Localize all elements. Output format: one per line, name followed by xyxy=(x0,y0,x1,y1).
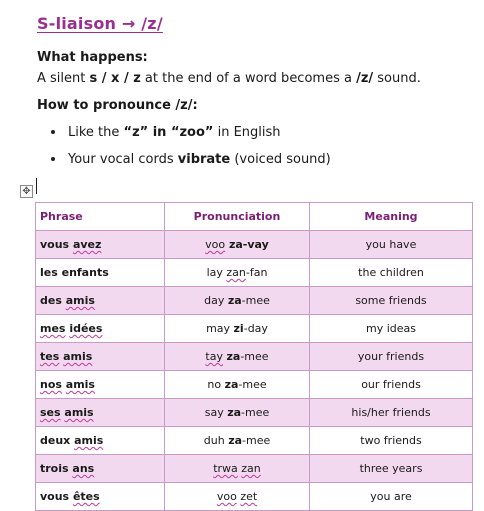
meaning-cell: his/her friends xyxy=(310,399,473,427)
text-run: duh xyxy=(203,434,229,447)
phrase-cell xyxy=(36,483,165,511)
phrase-cell xyxy=(36,427,165,455)
table-row xyxy=(36,343,473,371)
what-happens-heading: What happens: xyxy=(37,50,148,65)
text-run: lay xyxy=(206,266,227,279)
pronunciation-cell xyxy=(165,427,310,455)
bold-syllable: za-vay xyxy=(225,238,269,251)
table-row xyxy=(36,287,473,315)
pronunciation-cell xyxy=(165,315,310,343)
table-row xyxy=(36,483,473,511)
meaning-cell: you have xyxy=(310,231,473,259)
text-run: les enfants xyxy=(40,266,109,279)
squiggle-word: nos xyxy=(40,378,62,391)
bold-run: “z” in “zoo” xyxy=(123,125,214,140)
bold-syllable: zi xyxy=(233,322,244,335)
bold-run: vibrate xyxy=(177,152,231,167)
text-run: vous xyxy=(40,490,73,503)
table-row xyxy=(36,231,473,259)
letters-s-x-z: s / x / z xyxy=(89,71,141,86)
text-run: A silent xyxy=(37,71,90,86)
bullet-dot xyxy=(51,157,55,161)
squiggle-word: mes xyxy=(40,322,66,335)
phrase-cell xyxy=(36,231,165,259)
phrase-cell xyxy=(36,287,165,315)
text-run: vous xyxy=(40,238,73,251)
bold-syllable: za xyxy=(226,350,241,363)
squiggle-word: idées xyxy=(69,322,103,335)
meaning-cell: two friends xyxy=(310,427,473,455)
meaning-cell: you are xyxy=(310,483,473,511)
squiggle-word: zan xyxy=(226,266,246,279)
squiggle-word: voo xyxy=(205,238,226,251)
squiggle-word: ans xyxy=(72,462,95,475)
pronunciation-cell xyxy=(165,231,310,259)
meaning-cell: our friends xyxy=(310,371,473,399)
text-run: say xyxy=(204,406,228,419)
text-run: day xyxy=(204,294,228,307)
phrase-cell xyxy=(36,343,165,371)
meaning-cell: the children xyxy=(310,259,473,287)
text-run: trois xyxy=(40,462,73,475)
squiggle-word: amis xyxy=(65,378,95,391)
text-run: -fan xyxy=(245,266,268,279)
z-sound: /z/ xyxy=(356,71,374,86)
header-pronunciation: Pronunciation xyxy=(165,203,310,231)
table-row xyxy=(36,399,473,427)
how-to-pronounce-heading: How to pronounce /z/: xyxy=(37,98,198,113)
text-run: -mee xyxy=(241,294,270,307)
bold-syllable: za xyxy=(224,378,239,391)
bold-syllable: za xyxy=(227,294,242,307)
text-cursor xyxy=(36,178,37,194)
squiggle-word: amis xyxy=(65,294,95,307)
pronunciation-cell xyxy=(165,455,310,483)
text-run: sound. xyxy=(373,71,421,86)
squiggle-word: amis xyxy=(64,406,94,419)
meaning-cell: your friends xyxy=(310,343,473,371)
table-row xyxy=(36,259,473,287)
text-run: (voiced sound) xyxy=(230,152,331,167)
text-run: -mee xyxy=(240,350,269,363)
text-run: Like the xyxy=(68,125,124,140)
meaning-cell: three years xyxy=(310,455,473,483)
squiggle-word: êtes xyxy=(72,490,100,503)
text-run: in English xyxy=(213,125,281,140)
squiggle-word: voo xyxy=(216,490,237,503)
pronunciation-cell xyxy=(165,371,310,399)
squiggle-word: amis xyxy=(74,434,104,447)
squiggle-word: zet xyxy=(240,490,258,503)
text-run: Your vocal cords xyxy=(68,152,178,167)
bullet-item xyxy=(51,125,281,140)
meaning-cell: some friends xyxy=(310,287,473,315)
squiggle-word: trwa xyxy=(213,462,238,475)
phrase-cell xyxy=(36,455,165,483)
header-meaning: Meaning xyxy=(310,203,473,231)
squiggle-word: ses xyxy=(40,406,61,419)
squiggle-word: tay xyxy=(205,350,223,363)
table-row xyxy=(36,315,473,343)
header-phrase: Phrase xyxy=(36,203,165,231)
table-row xyxy=(36,371,473,399)
text-run: no xyxy=(207,378,225,391)
table-header-row xyxy=(36,203,473,231)
bullet-dot xyxy=(51,130,55,134)
phrase-cell xyxy=(36,259,165,287)
pronunciation-cell xyxy=(165,287,310,315)
text-run: des xyxy=(40,294,66,307)
text-run: deux xyxy=(40,434,75,447)
phrase-cell xyxy=(36,315,165,343)
text-run: may xyxy=(206,322,234,335)
pronunciation-cell xyxy=(165,399,310,427)
text-run: at the end of a word becomes a xyxy=(140,71,357,86)
text-run: -mee xyxy=(241,406,270,419)
table-row xyxy=(36,427,473,455)
squiggle-word: tes xyxy=(40,350,60,363)
bold-syllable: za xyxy=(228,434,243,447)
liaison-table xyxy=(35,202,473,511)
phrase-cell xyxy=(36,371,165,399)
text-run: -mee xyxy=(242,434,271,447)
squiggle-word: amis xyxy=(63,350,93,363)
meaning-cell: my ideas xyxy=(310,315,473,343)
page-title: S-liaison → /z/ xyxy=(37,14,163,33)
pronunciation-cell xyxy=(165,259,310,287)
pronunciation-cell xyxy=(165,483,310,511)
text-run: -mee xyxy=(238,378,267,391)
bold-syllable: za xyxy=(227,406,242,419)
text-run: -day xyxy=(243,322,268,335)
squiggle-word: avez xyxy=(72,238,102,251)
bullet-item xyxy=(51,152,331,167)
squiggle-word: zan xyxy=(241,462,261,475)
pronunciation-cell xyxy=(165,343,310,371)
what-happens-text xyxy=(37,71,421,86)
phrase-cell xyxy=(36,399,165,427)
table-move-handle-icon[interactable]: ✥ xyxy=(20,185,33,198)
table-row xyxy=(36,455,473,483)
